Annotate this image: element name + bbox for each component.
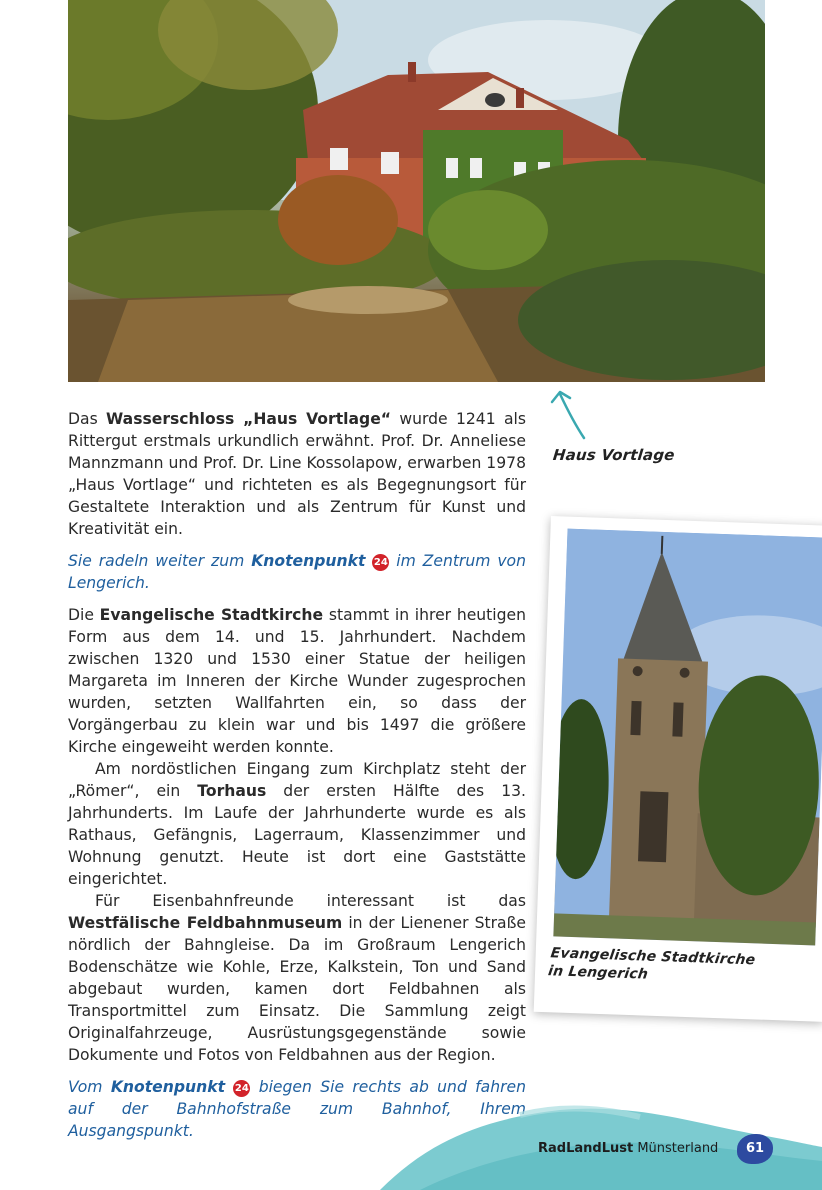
brand-name: RadLandLust (538, 1141, 634, 1156)
brand-region: Münsterland (633, 1141, 719, 1156)
text: Vom (68, 1078, 111, 1096)
church-caption (547, 944, 757, 987)
text: Für Eisenbahnfreunde interessant ist das (95, 892, 526, 910)
article-text (68, 408, 526, 1142)
church-polaroid (534, 516, 822, 1022)
route-instruction-1 (68, 550, 526, 594)
church-caption-line1: Evangelische Stadtkirche (549, 945, 757, 969)
text: stammt in ihrer heutigen Form aus dem 14. und 15. Jahrhundert. Nachdem zwischen 1320 und 1530 einer Statue der heiligen Margareta im Inneren der Kirche Wunder zugesprochen wurden, setzten Wallfahrten ein, so dass der Vorgängerbau zu klein war und bis 1497 die größere Kirche eingeweiht werden konnte. (68, 606, 527, 756)
haus-vortlage-photo (68, 0, 765, 382)
text: Das (68, 410, 107, 428)
text: Am nordöstlichen Eingang zum Kirchplatz steht der „Römer“, ein (68, 760, 526, 800)
paragraph-torhaus (68, 758, 526, 890)
text: Die (68, 606, 100, 624)
haus-vortlage-illustration (68, 0, 765, 382)
paragraph-feldbahnmuseum (68, 890, 526, 1066)
text: biegen Sie rechts ab und fahren auf der Bahnhofstraße zum Bahnhof, Ihrem Ausgangspunkt. (68, 1078, 526, 1140)
text: in der Lienener Straße nördlich der Bahngleise. Da im Großraum Lengerich Bodenschätze wie Kohle, Erze, Kalkstein, Ton und Sand abgebaut wurden, kamen dort Feldbahnen als Transportmittel zum Einsatz. Die Sammlung zeigt Originalfahrzeuge, Ausrüstungsgegenstände sowie Dokumente und Fotos von Feldbahnen aus der Region. (68, 914, 526, 1064)
knotenpunkt-label: Knotenpunkt (110, 1078, 226, 1096)
footer-brand (538, 1141, 718, 1156)
knotenpunkt-badge: 24 (233, 1080, 250, 1097)
highlight-wasserschloss: Wasserschloss „Haus Vortlage“ (106, 410, 392, 428)
highlight-torhaus: Torhaus (197, 782, 267, 800)
highlight-stadtkirche: Evangelische Stadtkirche (99, 606, 324, 624)
arrow-up-icon (548, 386, 588, 442)
haus-vortlage-caption: Haus Vortlage (552, 446, 676, 464)
paragraph-wasserschloss (68, 408, 526, 540)
church-caption-line2: in Lengerich (547, 963, 650, 983)
church-photo (553, 529, 822, 946)
page-number-badge: 61 (737, 1134, 773, 1164)
text: Sie radeln weiter zum (68, 552, 252, 570)
church-illustration (553, 529, 822, 946)
text: im Zentrum von Lengerich. (68, 552, 526, 592)
knotenpunkt-label: Knotenpunkt (251, 552, 366, 570)
text: der ersten Hälfte des 13. Jahrhunderts. Im Laufe der Jahrhunderte wurde es als Rathaus, Gefängnis, Lagerraum, Klassenzimmer und Wohnung genutzt. Heute ist dort eine Gaststätte eingerichtet. (68, 782, 526, 888)
paragraph-stadtkirche (68, 604, 526, 758)
knotenpunkt-badge: 24 (372, 554, 389, 571)
highlight-feldbahnmuseum: Westfälische Feldbahnmuseum (68, 914, 343, 932)
text: wurde 1241 als Rittergut erstmals urkundlich erwähnt. Prof. Dr. Anneliese Mannzmann und Prof. Dr. Line Kossolapow, erwarben 1978 „Haus Vortlage“ und richteten es als Begegnungsort für Gestaltete Interaktion und als Zentrum für Kunst und Kreativität ein. (68, 410, 526, 538)
